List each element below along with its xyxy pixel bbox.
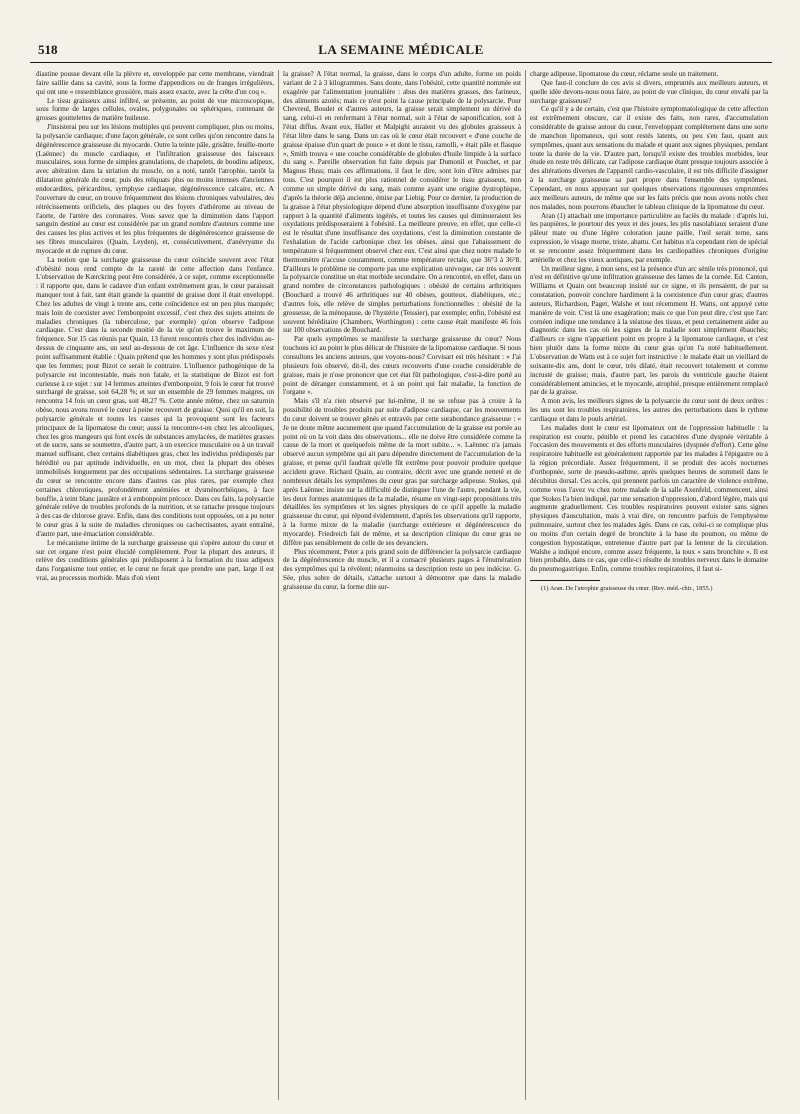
paragraph: Un meilleur signe, à mon sens, est la présence d'un arc sénile très prononcé, qui n'est en définitive qu'une infiltration graisseuse des lames de la cornée. Ed. Canton, Williams et Quain ont beaucoup insisté sur ce signe, et ils pensaient, de par sa constatation, pouvoir conclure hardiment à la coexistence d'un cœur gras; d'autres auteurs, Richardson, Paget, Walshe et tout récemment H. Watts, ont appuyé cette manière de voir. C'est là une exagération; mais ce que l'on peut dire, c'est que l'arc cornéen indique une tendance à la stéatose des tissus, et peut certainement aider au diagnostic dans les cas où les signes de la maladie sont simplement ébauchés; d'ailleurs ce signe n'appartient point en propre à la lipomatose cardiaque, et c'est bien plutôt dans la forme mixte du cœur gras qu'on l'a noté habituellement. L'observation de Watts est à ce sujet fort instructive : le malade était un vieillard de soixante-dix ans, dont le cœur, très dilaté, était recouvert totalement et comme incrusté de graisse; mais, d'autre part, les parois du ventricule gauche étaient considérablement amincies, et le myocarde, atrophié, presque entièrement remplacé par de la graisse. (530, 264, 768, 397)
paragraph: Les malades dont le cœur est lipomateux ont de l'oppression habituelle : la respiration est courte, pénible et prend les caractères d'une dyspnée véritable à l'occasion des mouvements et des efforts musculaires (dyspnée d'effort). Cette gêne respiratoire habituelle est généralement rapportée par les malades à l'épigastre ou à la région précordiale. Assez fréquemment, il se produit des accès nocturnes d'orthopnée, sorte de pseudo-asthme, après quelques heures de sommeil dans le décubitus dorsal. Ces accès, qui prennent parfois un caractère de violence extrême, comme vous l'avez vu chez notre malade de la salle Axenfeld, commencent, ainsi que Stokes l'a bien indiqué, par une sensation d'oppression, d'abord légère, mais qui augmente graduellement. Ces troubles respiratoires peuvent exister sans signes physiques d'auscultation, mais à vrai dire, on rencontre parfois de l'emphysème pulmonaire, surtout chez les malades âgés. Dans ce cas, celui-ci se complique plus ou moins d'un certain degré de bronchite à la base du poumon, ou même de congestion hypostatique, entretenue d'autre part par la lenteur de la circulation. Walshe a indiqué encore, comme assez fréquente, la toux « sans bronchite ». Il est bien probable, dans ce cas, que celle-ci résulte de troubles nerveux dans le domaine du pneumogastrique. Enfin, comme troubles respiratoires, il faut si- (530, 423, 768, 574)
paragraph: Ce qu'il y a de certain, c'est que l'histoire symptomatologique de cette affection est extrêmement obscure, car il existe des faits, non rares, d'accumulation considérable de graisse autour du cœur, l'enveloppant complètement dans une sorte de manchon lipomateux, qui sont restés latents, ou peu s'en faut, quant aux symptômes, quant aux sensations du malade et quant aux signes physiques, pendant toute la durée de la vie. D'autre part, lorsqu'il existe des troubles morbides, leur étude en reste très délicate, car l'adipose cardiaque étant presque toujours associée à des altérations diverses de l'appareil cardio-vasculaire, il est très difficile d'assigner à la surcharge graisseuse sa part propre dans l'ensemble des symptômes. Cependant, en nous appuyant sur quelques observations rigoureuses empruntées aux meilleurs auteurs, de même que sur les faits précis que nous avons notés chez nos malades, nous pourrons ébaucher le tableau clinique de la lipomatose du cœur. (530, 105, 768, 211)
paragraph: diastine pousse devant elle la plèvre et, enveloppée par cette membrane, viendrait faire saillie dans sa cavité, sous la forme d'appendices ou de franges irrégulières, qui ont une « ressemblance grossière, mais assez exacte, avec la crête d'un coq ». (36, 70, 274, 96)
footnote: (1) Aran. De l'atrophie graisseuse du cœur. (Rev. méd.-chir., 1855.) (541, 585, 713, 593)
paragraph: Que faut-il conclure de ces avis si divers, empruntés aux meilleurs auteurs, et quelle idée devons-nous nous faire, au point de vue clinique, du cœur envahi par la surcharge graisseuse? (530, 78, 768, 105)
paragraph: Le mécanisme intime de la surcharge graisseuse qui s'opère autour du cœur et sur cet organe n'est point élucidé complètement. Pour la plupart des auteurs, il relève des conditions générales qui prédisposent à la formation du tissu adipeux dans l'organisme tout entier, et le cœur ne ferait que prendre une part, large il est vrai, au processus morbide. Mais d'où vient (36, 538, 274, 583)
paragraph: La notion que la surcharge graisseuse du cœur coïncide souvent avec l'état d'obésité nous rend compte de la rareté de cette affection dans l'enfance. L'observation de Kœrckring peut être considérée, à ce sujet, comme exceptionnelle : il rapporte que, dans le cadavre d'un enfant extrêmement gras, le cœur paraissait manquer tout à fait, tant était grande la quantité de graisse dont il était enveloppé. Chez les adultes de vingt à trente ans, cette coïncidence est un peu plus marquée; mais loin de coexister avec l'embonpoint excessif, c'est chez des sujets atteints de maladies chroniques (la tuberculose, par exemple) qu'on observe l'adipose cardiaque. C'est dans la seconde moitié de la vie qu'on trouve le maximum de fréquence. Sur 15 cas réunis par Quain, 13 furent rencontrés chez des individus au-dessus de cinquante ans, un seul au-dessous de cet âge. L'influence du sexe n'est point suffisamment établie : Quain prétend que les hommes y sont plus prédisposés que les femmes; pour Bizot ce serait le contraire. L'influence pathogénique de la polysarcie est incontestable, mais non fatale, et la statistique de Bizot est fort curieuse à ce sujet : sur 14 femmes atteintes d'embonpoint, 9 fois le cœur fut trouvé surchargé de graisse, soit 64,28 %; et sur un ensemble de 29 femmes maigres, on rencontra 14 fois un cœur gras, soit 48,27 %. Cette année même, chez un saturnin obèse, nous avons trouvé le cœur à peine recouvert de graisse. Quoi qu'il en soit, la polysarcie générale et toutes les causes qui la provoquent sont les facteurs principaux de la lipomatose du cœur; aussi la rencontre-t-on chez les alcooliques, chez les gros mangeurs qui font excès de substances amylacées, de matières grasses et de sucre, sans se soumettre, d'autre part, à un exercice musculaire ou à un travail manuel suffisant, chez certains diabétiques gras, chez les individus prédisposés par hérédité ou par aptitude individuelle, en un mot, chez la plupart des obèses immobilisés longuement par des occupations sédentaires. La surcharge graisseuse du cœur se rencontre encore dans d'autres cas plus rares, par exemple chez certaines chlorotiques, profondément anémiées et dysménorrhéiques, à face bouffie, à teint blanc jaunâtre et à embonpoint précoce. Dans ces faits, la polysarcie générale relève de troubles profonds de la nutrition, et se rattache presque toujours à des cas de chlorose grave. Enfin, dans des conditions tout opposées, on a pu noter le cœur gras à la suite de maladies chroniques ou cachectisantes, ayant entraîné, d'autre part, une émaciation considérable. (36, 255, 274, 538)
text-column-2 (283, 70, 521, 1100)
paragraph: Plus récemment, Peter a pris grand soin de différencier la polysarcie cardiaque de la dégénérescence du muscle, et il a consacré plusieurs pages à l'énumération des symptômes qui la révèlent; néanmoins sa description reste un peu indécise. G. Sée, plus sobre de détails, s'attache surtout à démontrer que dans la maladie graisseuse du cœur, la forme dite sur- (283, 547, 521, 591)
paragraph: charge adipeuse, lipomatose du cœur, réclame seule un traitement. (530, 70, 719, 78)
paragraph: Par quels symptômes se manifeste la surcharge graisseuse du cœur? Nous touchons ici au point le plus délicat de l'histoire de la lipomatose cardiaque. Si nous consultons les anciens auteurs, que voyons-nous? Corvisart est très hésitant : « J'ai plusieurs fois observé, dit-il, des cœurs recouverts d'une couche considérable de graisse, mais je n'ose prononcer que cet état fût pathologique, c'est-à-dire porté au point de déranger constamment, et à un point qui fait maladie, la fonction de l'organe ». (283, 335, 521, 397)
journal-title: LA SEMAINE MÉDICALE (318, 42, 484, 57)
column-divider (525, 70, 526, 1100)
page-number: 518 (38, 42, 58, 57)
paragraph: Le tissu graisseux ainsi infiltré, se présente, au point de vue microscopique, sous forme de larges cellules, ovales, polygonales ou sphériques, contenant de grosses gouttelettes de matière huileuse. (36, 96, 274, 123)
text-column-3 (530, 70, 768, 1100)
paragraph: A mon avis, les meilleurs signes de la polysarcie du cœur sont de deux ordres : les uns sont les troubles respiratoires, les autres des perturbations dans le rythme cardiaque et dans le pouls artériel. (530, 397, 768, 423)
paragraph: Mais s'il n'a rien observé par lui-même, il ne se refuse pas à croire à la possibilité de troubles produits par suite d'adipose cardiaque, car les mouvements du cœur doivent se trouver gênés et entravés par cette surabondance graisseuse : « Je ne doute même aucunement que quand l'accumulation de la graisse est portée au point où on la voit dans des observations... elle ne doive être considérée comme la cause de la mort et quelquefois même de la mort subite... ». Laënnec n'a jamais observé aucun symptôme qui ait paru dépendre directement de l'accumulation de la graisse, et pense qu'il faudrait qu'elle fût extrême pour pouvoir produire quelque accident grave. Richard Quain, au contraire, décrit avec une grande netteté et de nombreux détails les symptômes du cœur gras par surcharge adipeuse. Stokes, qui après Laënnec insiste sur la difficulté de distinguer l'une de l'autre, pendant la vie, les deux formes anatomiques de la maladie, résume en vingt-sept propositions très détaillées les symptômes et les signes physiques de ce qu'il appelle la maladie graisseuse du cœur, qui répond évidemment, d'après les observations qu'il rapporte, à la forme mixte de la maladie (surcharge extérieure et dégénérescence du myocarde). Friedreich fait de même, et sa description clinique du cœur gras ne diffère pas sensiblement de celle de ses devanciers. (283, 397, 521, 547)
text-column-1 (36, 70, 274, 1100)
paragraph: J'insisterai peu sur les lésions multiples qui peuvent compliquer, plus ou moins, la polysarcie cardiaque; d'une façon générale, ce sont celles qu'on rencontre dans la dégénérescence graisseuse du myocarde. Outre la teinte pâle, grisâtre, feuille-morte (Laënnec) du muscle cardiaque, et l'infiltration graisseuse des faisceaux musculaires, sous forme de simples granulations, de chapelets, de boudins adipeux, avec altération dans la striation du muscle, on a noté, tantôt l'atrophie, tantôt la dilatation générale du cœur, puis des reliquats plus ou moins intenses d'anciennes endocardites, péricardites, symphyse cardiaque, dégénérescence calcaire, etc. A l'ouverture du cœur, on trouve fréquemment des lésions chroniques valvulaires, des rétrécissements orificiels, des plaques ou des foyers d'athérome au niveau de l'aorte, de l'artère des coronaires. Vous savez que la diminution dans l'apport sanguin destiné au cœur est considérée par un grand nombre d'auteurs comme une des causes les plus actives et les plus fréquentes de dégénérescence graisseuse de ses fibres musculaires (Quain, Leyden), et, consécutivement, d'anévrysme du myocarde et de rupture du cœur. (36, 123, 274, 255)
column-divider (278, 70, 279, 1100)
paragraph: la graisse? A l'état normal, la graisse, dans le corps d'un adulte, forme un poids variant de 2 à 3 kilogrammes. Sans doute, dans l'obésité, cette quantité nommée est exagérée par l'alimentation journalière : abus des matières grasses, des farineux, des aliments azotés; mais ce n'est point la cause principale de la polysarcie. Pour Chevreul, Boudet et d'autres auteurs, la graisse serait simplement un dérivé du sang, celui-ci en renfermant à l'état normal, soit à l'état de saponification, soit à l'état diffus. Avant eux, Haller et Malpighi auraient vu des globules graisseux à l'état libre dans le sang. Dans un cas où le cœur était recouvert « d'une couche de graisse épaisse d'un quart de pouce » et dont le tissu, ramolli, « était pâle et flasque », Smith trouva « une couche considérable de globules d'huile limpide à la surface du sang ». Pareille observation fut faite depuis par Dumonil et Pouchet, et par Magnus Huss; mais ces affirmations, il faut le dire, sont loin d'être admises par tous. C'est pourquoi il est plus rationnel de considérer le tissu graisseux, non comme un simple dérivé du sang, mais comme ayant une origine dystrophique, d'après la théorie déjà ancienne, émise par Liebig. Pour ce dernier, la production de la graisse à l'état physiologique dépend d'une absorption insuffisante d'oxygène par rapport à la quantité d'aliments ingérés, et toutes les causes qui diminueraient les oxydations prédisposeraient à l'obésité. La meilleure preuve, en effet, que celle-ci est le résultat d'une insuffisance des oxydations, c'est la diminution constante de l'exhalation de l'acide carbonique chez les obèses, ainsi que l'abaissement de température si fréquemment observé chez eux. C'est ainsi que chez notre malade le thermomètre n'accuse couramment, comme température rectale, que 36°3 à 36°8. D'ailleurs le problème ne comporte pas une explication univoque, car très souvent la polysarcie constitue un état morbide secondaire. On a rencontré, en effet, dans un grand nombre de circonstances pathologiques : obésité de certains arthritiques (Bouchard a trouvé 46 arthritiques sur 40 obèses, goutteux, diabétiques, etc.; d'autres fois, elle relève de simples perturbations fonctionnelles : obésité de la grossesse, de la ménopause, de l'hystérie (Teissier), par exemple; enfin, l'obésité est souvent héréditaire (Chambers, Worthington) : cette cause était manifeste 46 fois sur 100 observations de Bouchard. (283, 70, 521, 335)
paragraph: Aran (1) attachait une importance particulière au faciès du malade : d'après lui, les paupières, le pourtour des yeux et des joues, les plis nasolabiaux seraient d'une pâleur mate ou d'une légère coloration jaune paille, l'œil serait terne, sans expression, le visage morne, triste, abattu. Cet habitus n'a cependant rien de spécial et se rencontre assez fréquemment dans les cardiopathies chroniques d'origine artérielle et chez les vieux aortiques, par exemple. (530, 211, 768, 264)
page-header (30, 40, 772, 60)
header-rule (30, 62, 772, 63)
footnote-rule (530, 580, 600, 581)
